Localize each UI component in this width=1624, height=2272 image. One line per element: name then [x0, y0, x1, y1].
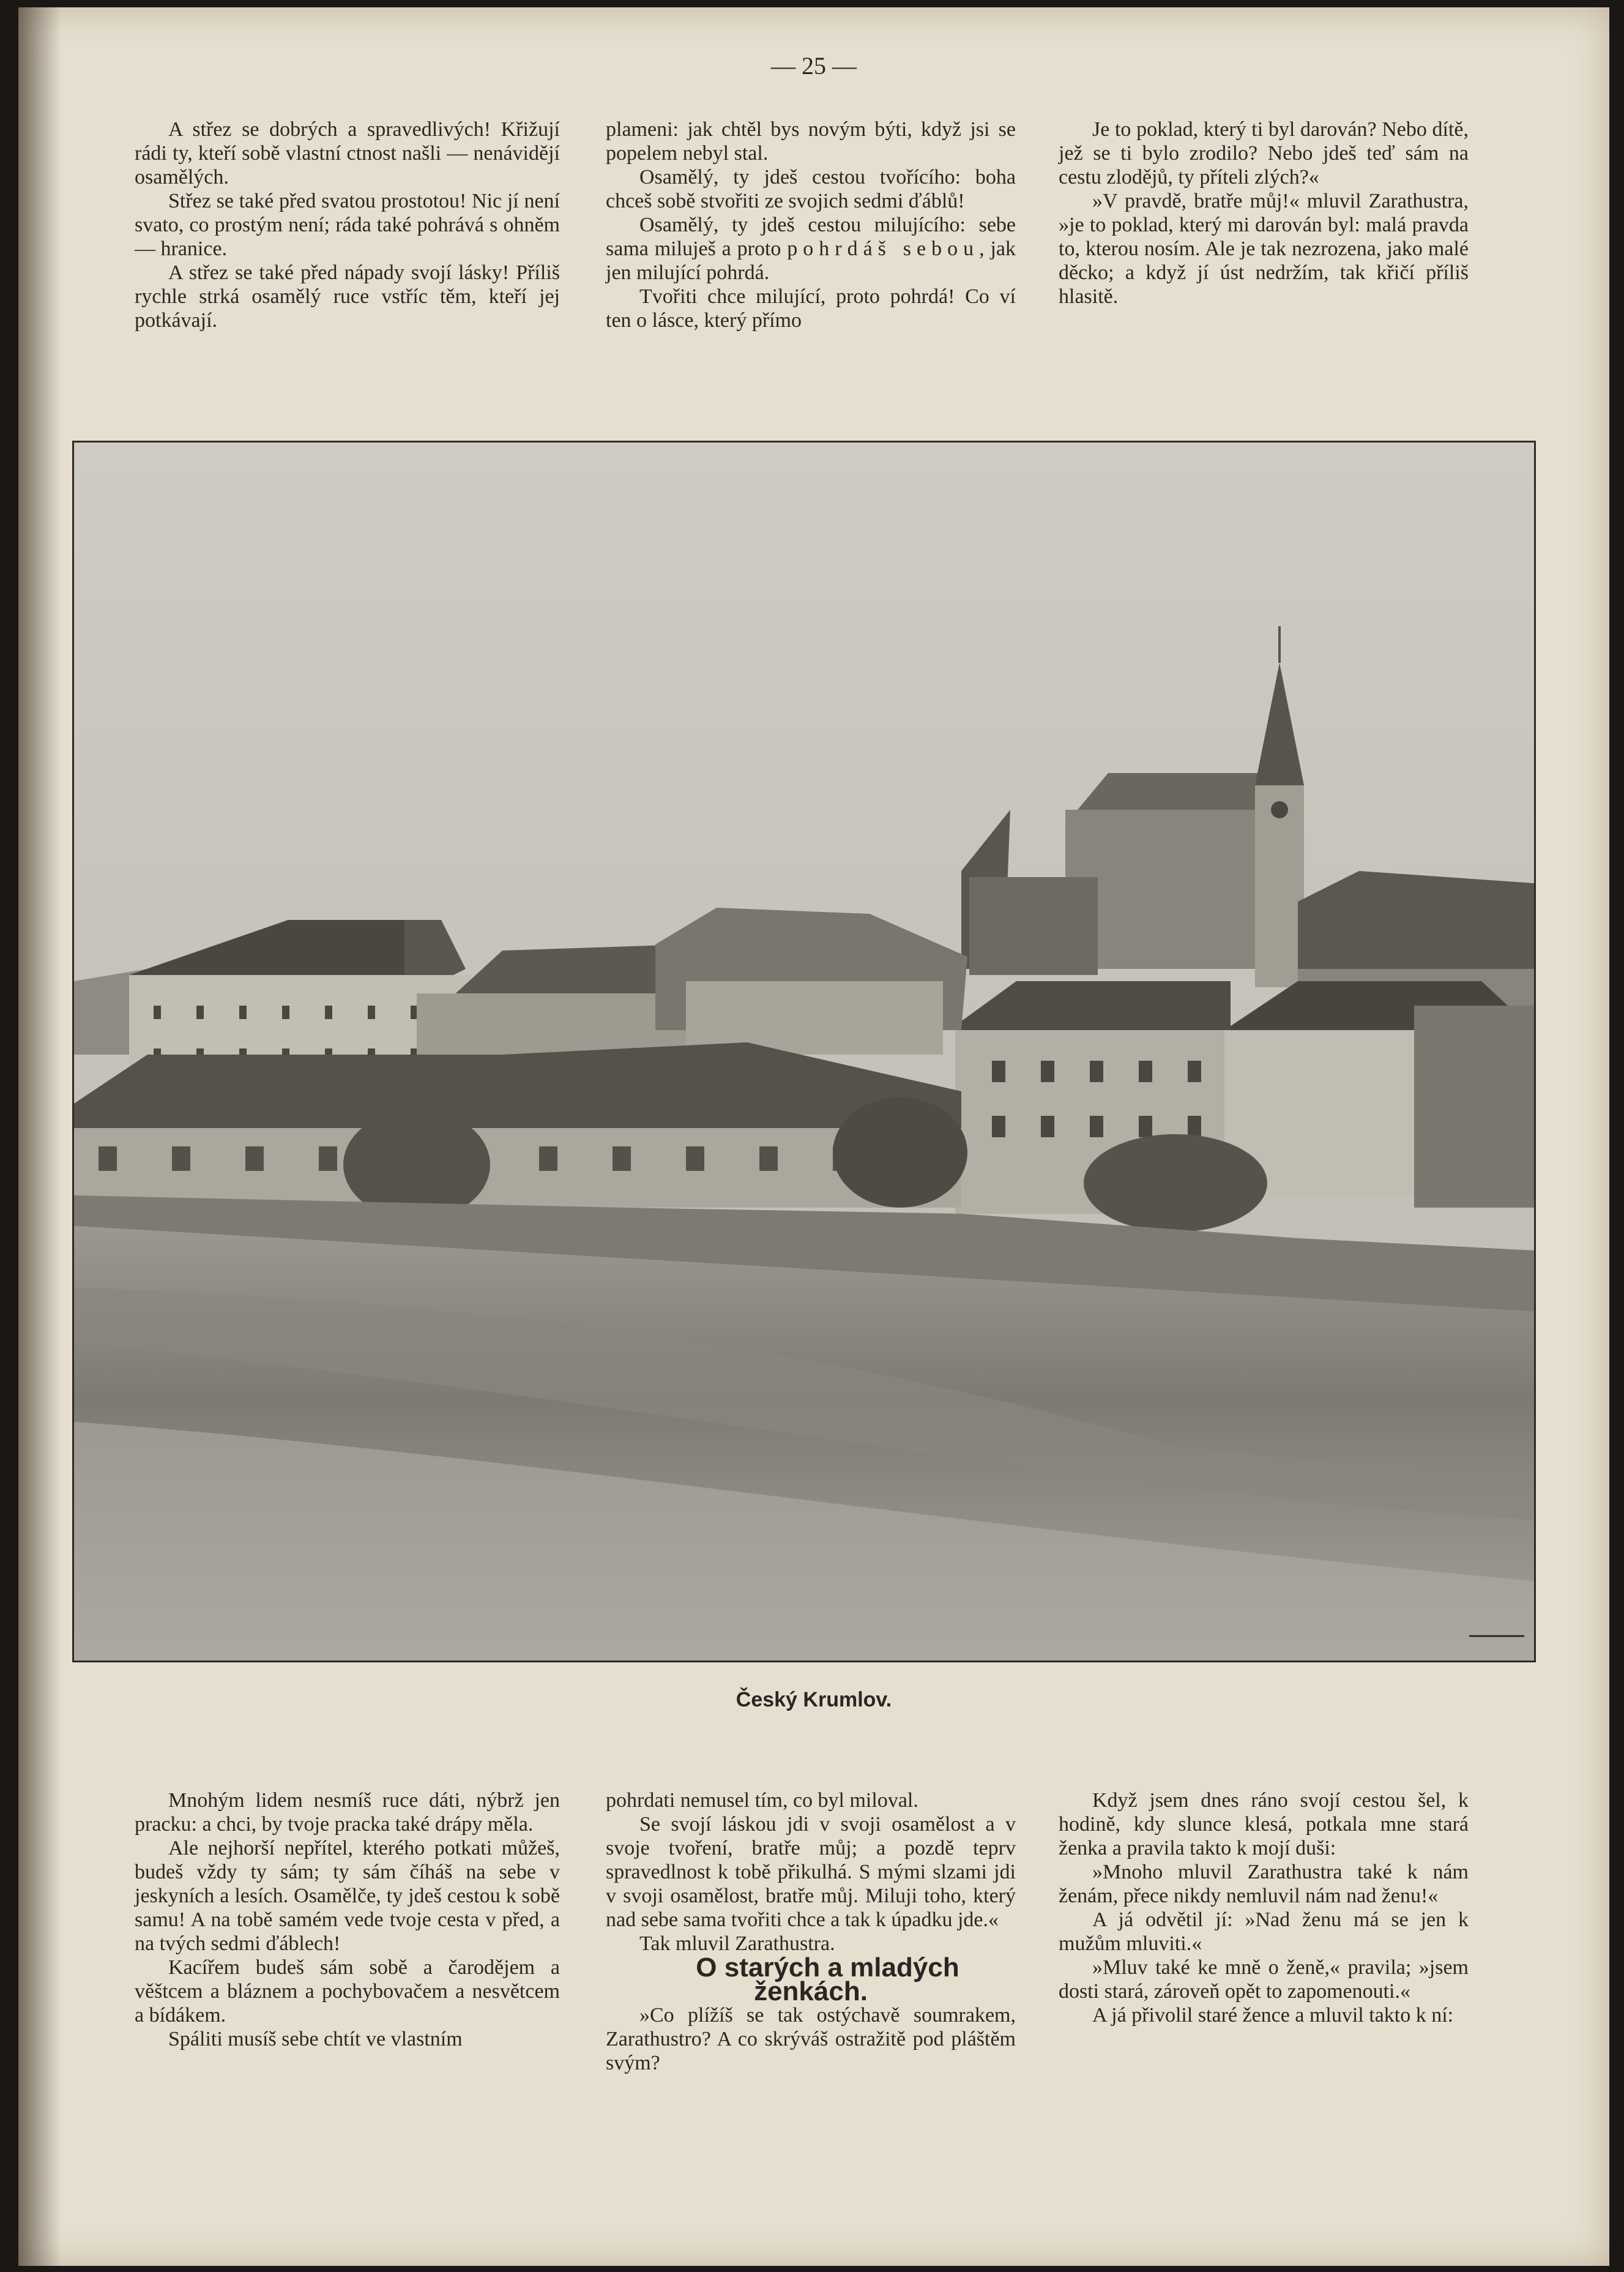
photograph-cesky-krumlov	[72, 441, 1536, 1662]
paragraph: Tvořiti chce milující, proto pohrdá! Co ví ten o lásce, který přímo	[606, 285, 1016, 332]
paragraph	[606, 213, 1016, 285]
paragraph: »Co plížíš se tak ostýchavě soumrakem, Zarathustro? A co skrýváš ostražitě pod pláštěm svým?	[606, 2004, 1016, 2074]
paragraph: Tak mluvil Zarathustra.	[639, 1932, 835, 1955]
top-right-column	[1059, 118, 1469, 308]
bottom-left-column	[135, 1788, 560, 2051]
paragraph: Střez se také před svatou prostotou! Nic jí není svato, co prostým není; ráda také pohrává s ohněm — hranice.	[135, 190, 560, 260]
page-number: — 25 —	[771, 52, 857, 80]
paragraph: A střez se také před nápady svojí lásky! Příliš rychle strká osamělý ruce vstříc těm, kteří jej potkávají.	[135, 261, 560, 332]
paragraph: plameni: jak chtěl bys novým býti, když jsi se popelem nebyl stal.	[606, 118, 1016, 165]
paragraph: Spáliti musíš sebe chtít ve vlastním	[168, 2028, 463, 2050]
paragraph: Když jsem dnes ráno svojí cestou šel, k hodině, kdy slunce klesá, potkala mne stará ženka a pravila takto k mojí duši:	[1059, 1789, 1469, 1859]
paragraph: A já odvětil jí: »Nad ženu má se jen k mužům mluviti.«	[1059, 1908, 1469, 1955]
text-span: Osamělý, ty jdeš cestou milujícího: sebe sama miluješ a proto	[606, 214, 1016, 260]
paragraph: Se svojí láskou jdi v svoji osamělost a v svoje tvoření, bratře můj; a pozdě teprv spravedlnost k tobě přikulhá. S mými slzami jdi v svoji osamělost, bratře můj. Miluji toho, který nad sebe sama tvořiti chce a tak k úpadku jde.«	[606, 1813, 1016, 1931]
paragraph: A já přivolil staré žence a mluvil takto k ní:	[1092, 2004, 1454, 2027]
book-page	[18, 7, 1609, 2266]
paragraph: Mnohým lidem nesmíš ruce dáti, nýbrž jen pracku: a chci, by tvoje pracka také drápy měla.	[135, 1789, 560, 1836]
bottom-middle-column	[606, 1788, 1016, 2075]
paragraph: Kacířem budeš sám sobě a čarodějem a věštcem a bláznem a pochybovačem a nesvětcem a bídákem.	[135, 1956, 560, 2027]
townscape-photo	[74, 443, 1534, 1661]
text-span: , jak jen milující pohrdá.	[606, 237, 1016, 284]
spaced-text-span: pohrdáš sebou	[787, 237, 980, 260]
section-heading: O starých a mladých ženkách.	[696, 1952, 959, 2006]
paragraph: Osamělý, ty jdeš cestou tvořícího: boha chceš sobě stvořiti ze svojich sedmi ďáblů!	[606, 166, 1016, 212]
paragraph: Ale nejhorší nepřítel, kterého potkati můžeš, budeš vždy ty sám; ty sám číháš na sebe v jeskyních a lesích. Osamělče, ty jdeš cestou k sobě samu! A na tobě samém vede tvoje cesta v před, a na tvých sedmi ďáblech!	[135, 1837, 560, 1955]
paragraph: pohrdati nemusel tím, co byl miloval.	[606, 1789, 918, 1812]
top-left-column	[135, 118, 560, 332]
paragraph: Je to poklad, který ti byl darován? Nebo dítě, jež se ti bylo zrodilo? Nebo jdeš teď sám na cestu zlodějů, ty příteli zlých?«	[1059, 118, 1469, 189]
figure-caption: Český Krumlov.	[736, 1688, 892, 1711]
top-middle-column	[606, 118, 1016, 332]
bottom-right-column	[1059, 1788, 1469, 2027]
paragraph: »Mnoho mluvil Zarathustra také k nám ženám, přece nikdy nemluvil nám nad ženu!«	[1059, 1861, 1469, 1907]
paragraph: »V pravdě, bratře můj!« mluvil Zarathustra, »je to poklad, který mi darován byl: malá pravda to, kterou nosím. Ale je tak nezrozena, jako malé děcko; a když jí úst nedržím, tak křičí příliš hlasitě.	[1059, 190, 1469, 308]
paragraph: A střez se dobrých a spravedlivých! Křižují rádi ty, kteří sobě vlastní ctnost našli — nenávidějí osamělých.	[135, 118, 560, 189]
paragraph: »Mluv také ke mně o ženě,« pravila; »jsem dosti stará, zároveň opět to zapomenouti.«	[1059, 1956, 1469, 2003]
